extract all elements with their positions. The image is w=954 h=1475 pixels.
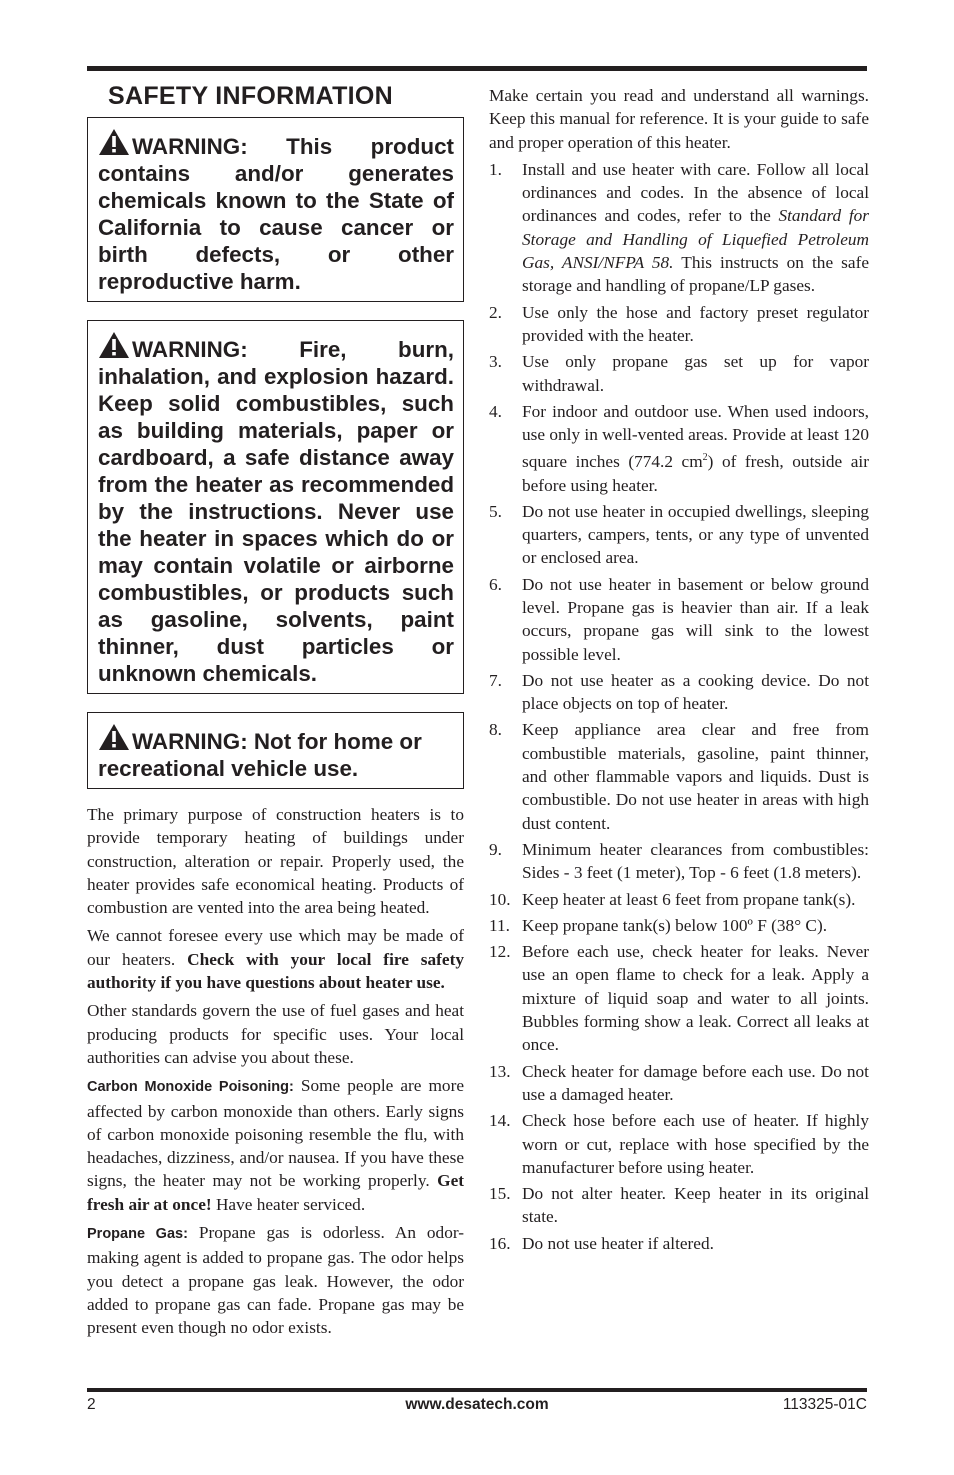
warning-text: WARNING: Not for home or recreational vehicle use. [98, 729, 422, 781]
right-column [489, 84, 869, 1258]
paragraph-carbon-monoxide: Carbon Monoxide Poisoning: Some people are more affected by carbon monoxide than others. Early signs of carbon monoxide poisoning resemble the flu, with headaches, dizziness, and/or nausea. If you have these signs, the heater may not be working properly. Get fresh air at once! Have heater serviced. [87, 1076, 464, 1214]
list-item: 1. Install and use heater with care. Follow all local ordinances and codes. In the absence of local ordinances and codes, refer to the Standard for Storage and Handling of Liquefied Petroleum Gas, ANSI/NFPA 58. This instructs on the safe storage and handling of propane/LP gases. [489, 159, 870, 296]
warning-triangle-icon [98, 723, 130, 751]
list-item: 5. Do not use heater in occupied dwellings, sleeping quarters, campers, tents, or any type of unvented or enclosed area. [489, 501, 869, 568]
warning-box-home-rv [87, 712, 464, 789]
bottom-rule [87, 1388, 867, 1392]
list-item: 10. Keep heater at least 6 feet from propane tank(s). [489, 889, 856, 909]
paragraph-foresee: We cannot foresee every use which may be made of our heaters. Check with your local fire safety authority if you have questions about heater use. [87, 926, 464, 993]
website-link[interactable]: www.desatech.com [405, 1396, 549, 1413]
paragraph-purpose: The primary purpose of construction heaters is to provide temporary heating of buildings under construction, alteration or repair. Properly used, the heater provides safe economical heating. Products of combustion are vented into the area being heated. [87, 805, 464, 918]
left-column [87, 80, 464, 1345]
list-item: 8. Keep appliance area clear and free from combustible materials, gasoline, paint thinner, and other flammable vapors and liquids. Dust is combustible. Do not use heater in areas with high dust content. [489, 720, 869, 833]
subhead-carbon-monoxide: Carbon Monoxide Poisoning: [87, 1079, 294, 1096]
paragraph-propane-gas: Propane Gas: Propane gas is odorless. An odor-making agent is added to propane gas. The odor helps you detect a propane gas leak. However, the odor added to propane gas can fade. Propane gas may be present even though no odor exists. [87, 1223, 464, 1338]
list-item: 14. Check hose before each use of heater. If highly worn or cut, replace with hose specified by the manufacturer before using heater. [489, 1111, 869, 1177]
section-title: SAFETY INFORMATION [108, 82, 394, 110]
warning-text: WARNING: This product contains and/or generates chemicals known to the State of California to cause cancer or birth defects, or other reproductive harm. [98, 134, 454, 294]
warning-box-chemicals [87, 117, 464, 302]
list-item: 4. For indoor and outdoor use. When used indoors, use only in well-vented areas. Provide at least 120 square inches (774.2 $cm^2$) of fresh, outside air before using heater. [489, 401, 869, 495]
document-number: 113325-01C [782, 1396, 867, 1413]
list-item: 12. Before each use, check heater for leaks. Never use an open flame to check for a leak. Apply a mixture of liquid soap and water to all joints. Bubbles forming show a leak. Correct all leaks at once. [489, 942, 869, 1055]
list-item: 13. Check heater for damage before each use. Do not use a damaged heater. [489, 1061, 869, 1104]
intro-paragraph: Make certain you read and understand all warnings. Keep this manual for reference. It is your guide to safe and proper operation of this heater. [489, 86, 869, 152]
warning-text: WARNING: Fire, burn, inhalation, and explosion hazard. Keep solid combustibles, such as building materials, paper or cardboard, a safe distance away from the heater as recommended by the instructions. Never use the heater in spaces which do or may contain volatile or airborne combustibles, or products such as gasoline, solvents, paint thinner, dust particles or unknown chemicals. [98, 337, 454, 686]
list-item: 3. Use only propane gas set up for vapor withdrawal. [489, 352, 869, 395]
list-item: 6. Do not use heater in basement or below ground level. Propane gas is heavier than air. If a leak occurs, propane gas will sink to the lowest possible level. [489, 574, 869, 664]
paragraph-standards: Other standards govern the use of fuel gases and heat producing products for specific uses. Your local authorities can advise you about these. [87, 1001, 464, 1067]
list-item: 15. Do not alter heater. Keep heater in its original state. [489, 1184, 869, 1227]
top-rule [87, 66, 867, 71]
warning-box-fire [87, 320, 464, 694]
list-item: 9. Minimum heater clearances from combustibles: Sides - 3 feet (1 meter), Top - 6 feet (1.8 meters). [489, 839, 869, 883]
page-number: 2 [87, 1396, 96, 1413]
subhead-propane-gas: Propane Gas: [87, 1226, 188, 1243]
warning-triangle-icon [98, 331, 130, 359]
list-item: 2. Use only the hose and factory preset regulator provided with the heater. [489, 302, 869, 345]
list-item: 11. Keep propane tank(s) below 100º F (38° C). [489, 915, 828, 935]
safety-list [489, 158, 869, 1255]
warning-triangle-icon [98, 128, 130, 156]
list-item: 7. Do not use heater as a cooking device. Do not place objects on top of heater. [489, 670, 869, 714]
list-item: 16. Do not use heater if altered. [489, 1233, 714, 1253]
